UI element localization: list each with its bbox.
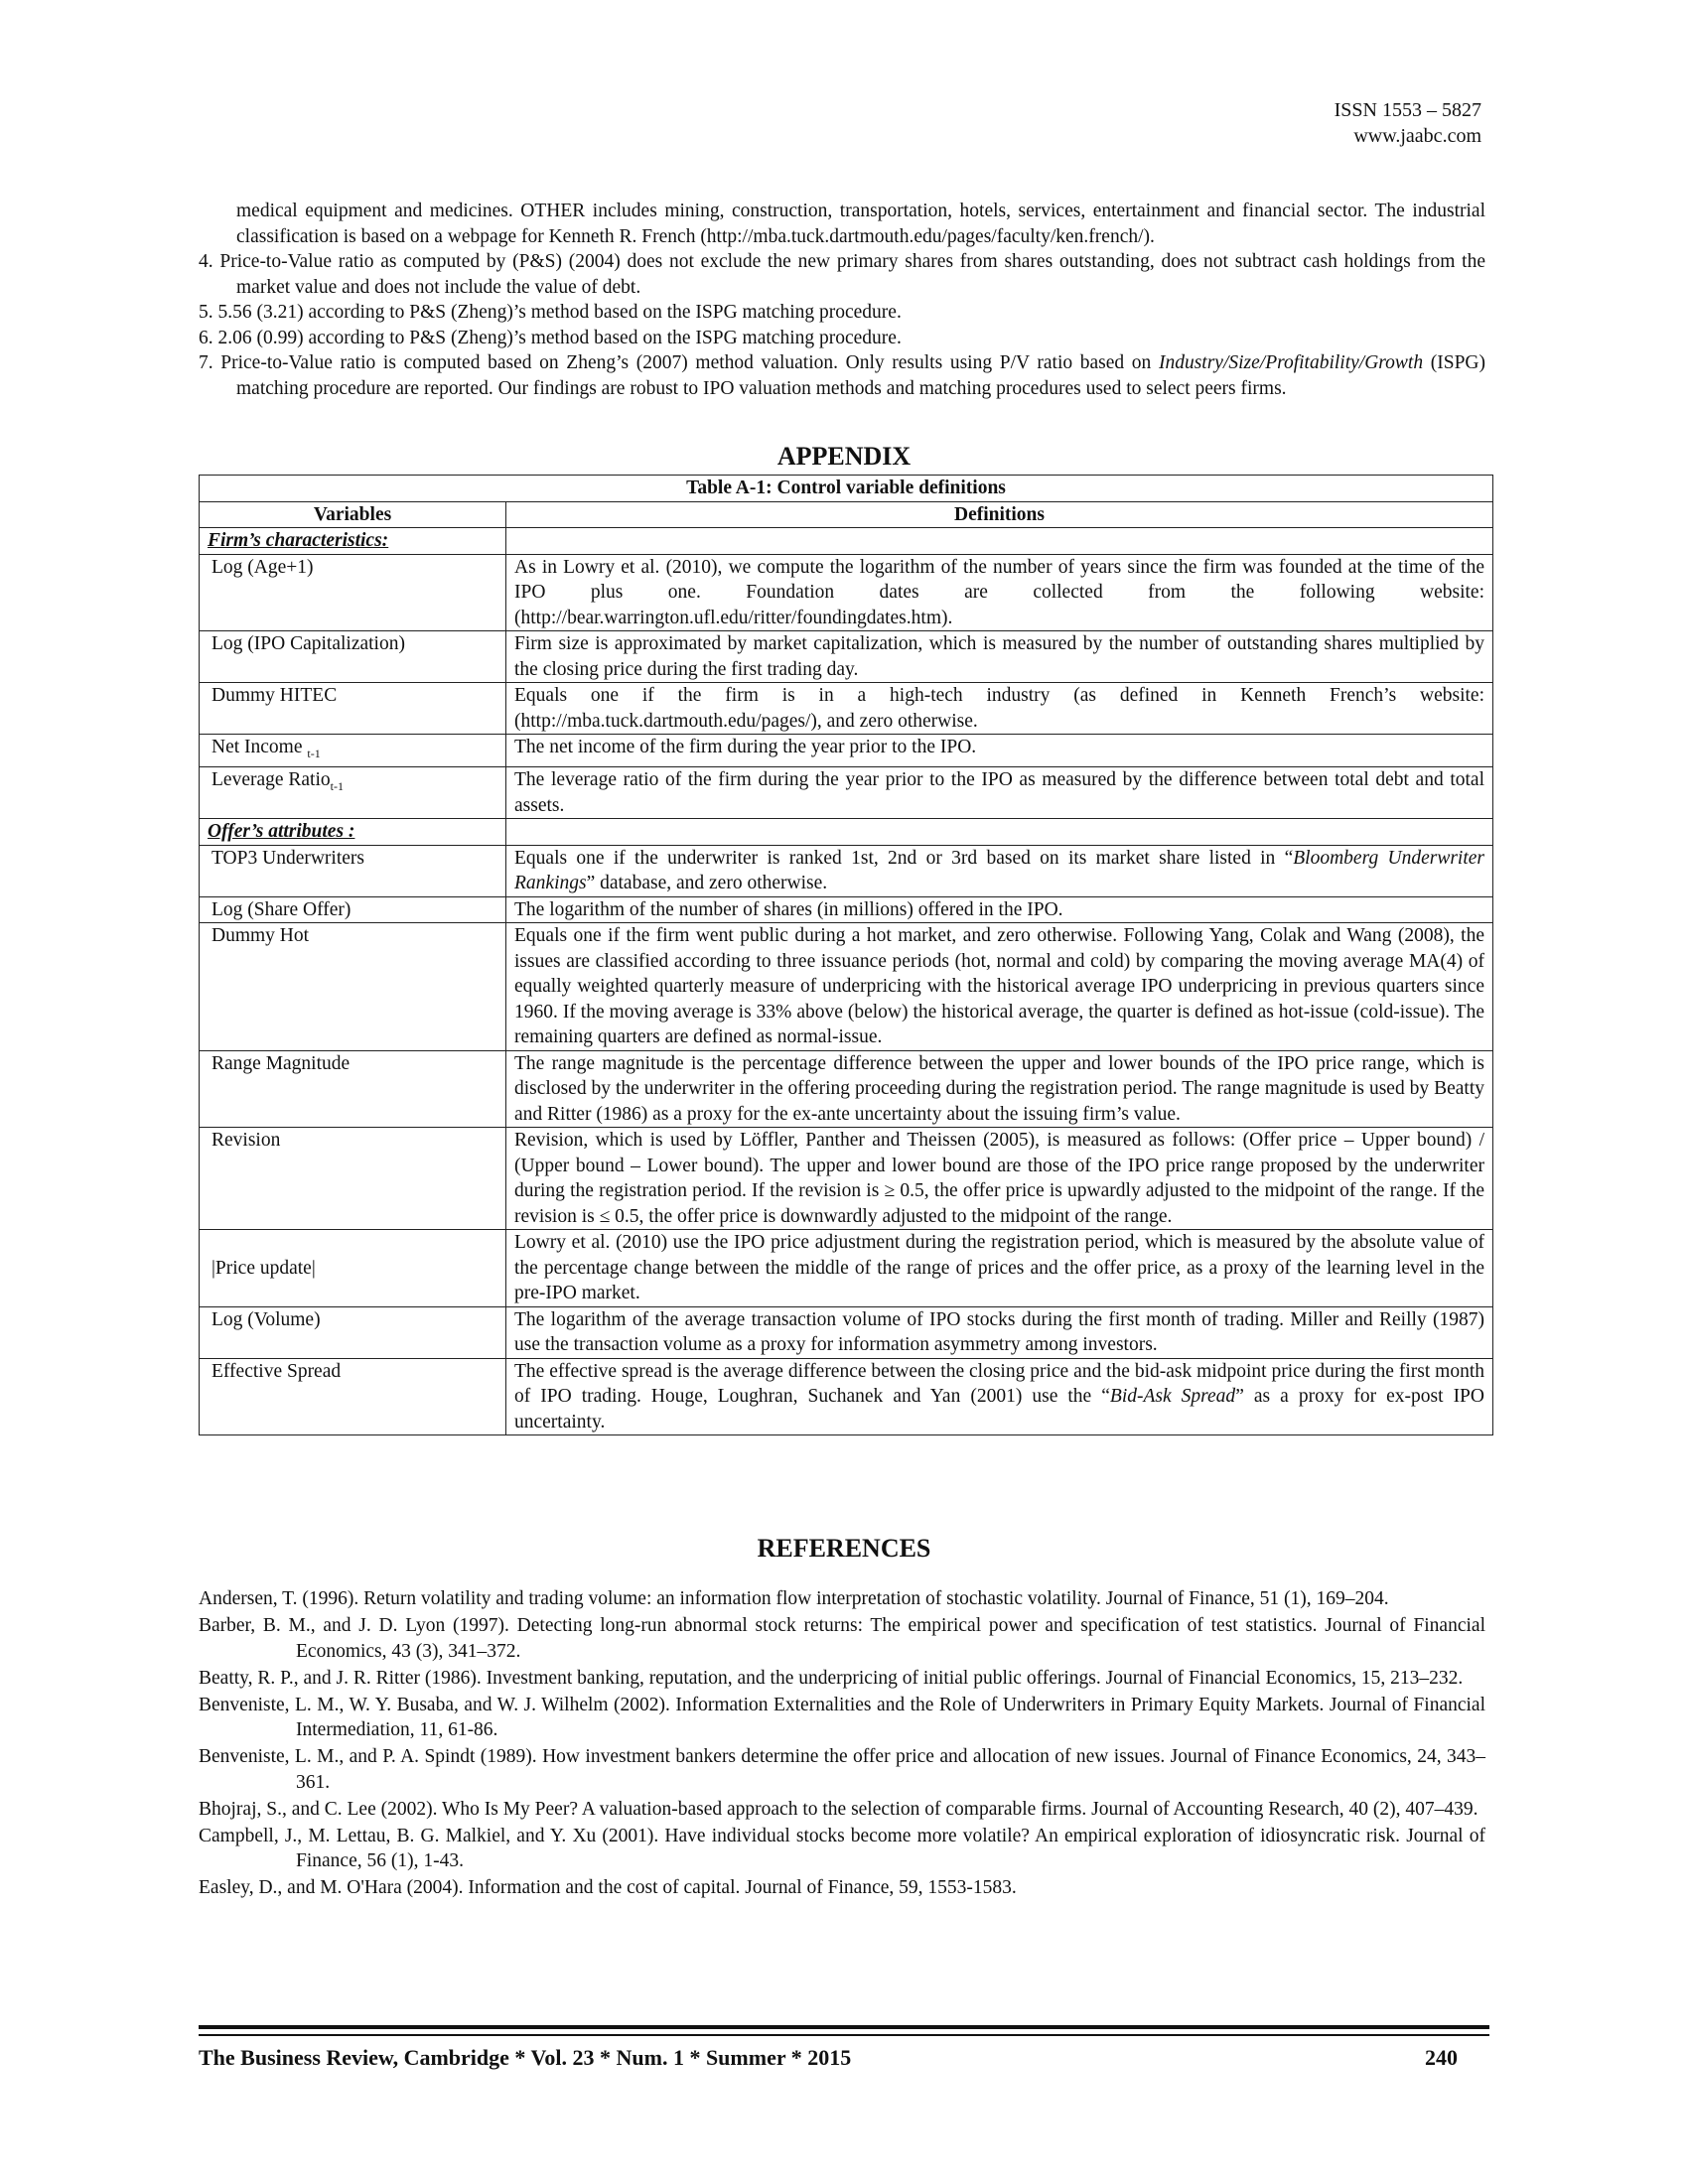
definition-cell: Revision, which is used by Löffler, Panther and Theissen (2005), is measured as follows: (Offer price – Upper bound) / (Upper bound – Lower bound). The upper and lower bound are those of the IPO price range proposed by the underwriter during the registration period. If the revision is ≥ 0.5, the offer price is upwardly adjusted to the midpoint of the range. If the revision is ≤ 0.5, the offer price is downwardly adjusted to the midpoint of the range. xyxy=(506,1128,1493,1230)
section-firm-characteristics: Firm’s characteristics: xyxy=(200,528,506,555)
references-heading: REFERENCES xyxy=(757,1534,931,1563)
definition-cell: The logarithm of the average transaction volume of IPO stocks during the first month of trading. Miller and Reilly (1987) use the transaction volume as a proxy for information asymmetry among investors. xyxy=(506,1306,1493,1358)
table-row xyxy=(200,683,1493,735)
table-row xyxy=(200,1128,1493,1230)
definition-cell: Lowry et al. (2010) use the IPO price adjustment during the registration period, which is measured by the absolute value of the percentage change between the middle of the range of prices and the offer price, as a proxy of the learning level in the pre-IPO market. xyxy=(506,1230,1493,1307)
variable-cell: Log (Volume) xyxy=(200,1306,506,1358)
reference-item: Andersen, T. (1996). Return volatility and trading volume: an information flow interpretation of stochastic volatility. Journal of Finance, 51 (1), 169–204. xyxy=(199,1588,1389,1609)
footer-rule-thin xyxy=(199,2034,1489,2036)
variable-cell: Log (Share Offer) xyxy=(200,896,506,923)
variable-cell: TOP3 Underwriters xyxy=(200,845,506,896)
definition-cell: The range magnitude is the percentage difference between the upper and lower bounds of the IPO price range, which is disclosed by the underwriter in the offering proceeding during the registration period. The range magnitude is used by Beatty and Ritter (1986) as a proxy for the ex-ante uncertainty about the issuing firm’s value. xyxy=(506,1050,1493,1128)
definition-cell: As in Lowry et al. (2010), we compute the logarithm of the number of years since the firm was founded at the time of the IPO plus one. Foundation dates are collected from the following website: (http://bear.warrington.ufl.edu/ritter/foundingdates.htm). xyxy=(506,554,1493,631)
table-row xyxy=(200,554,1493,631)
reference-item: Easley, D., and M. O'Hara (2004). Information and the cost of capital. Journal of Finance, 59, 1553-1583. xyxy=(199,1877,1017,1898)
table-section-row xyxy=(200,528,1493,555)
endnote-continuation: medical equipment and medicines. OTHER includes mining, construction, transportation, hotels, services, entertainment and financial sector. The industrial classification is based on a webpage for Kenneth R. French (http://mba.tuck.dartmouth.edu/pages/faculty/ken.french/). xyxy=(236,201,1485,247)
table-row xyxy=(200,1358,1493,1435)
reference-item: Barber, B. M., and J. D. Lyon (1997). Detecting long-run abnormal stock returns: The empirical power and specification of test statistics. Journal of Financial Economics, 43 (3), 341–372. xyxy=(199,1615,1485,1662)
endnote-7 xyxy=(199,350,1485,401)
definition-cell xyxy=(506,845,1493,896)
section-empty-cell xyxy=(506,819,1493,846)
table-section-row xyxy=(200,819,1493,846)
footer-journal: The Business Review, Cambridge * Vol. 23 * Num. 1 * Summer * 2015 xyxy=(199,2045,852,2070)
table-row xyxy=(200,923,1493,1051)
endnote-6: 6. 2.06 (0.99) according to P&S (Zheng)’s method based on the ISPG matching procedure. xyxy=(199,327,902,348)
table-row xyxy=(200,845,1493,896)
reference-list xyxy=(199,1586,1485,1902)
reference-item: Campbell, J., M. Lettau, B. G. Malkiel, and Y. Xu (2001). Have individual stocks become more volatile? An empirical exploration of idiosyncratic risk. Journal of Finance, 56 (1), 1-43. xyxy=(199,1825,1485,1871)
section-empty-cell xyxy=(506,528,1493,555)
variable-subscript: t-1 xyxy=(307,746,321,760)
column-header-variables: Variables xyxy=(200,501,506,528)
table-title: Table A-1: Control variable definitions xyxy=(200,476,1493,502)
control-variable-table xyxy=(199,475,1493,1435)
definition-cell: The net income of the firm during the year prior to the IPO. xyxy=(506,735,1493,767)
table-row xyxy=(200,1230,1493,1307)
table-caption-row xyxy=(200,476,1493,502)
journal-url: www.jaabc.com xyxy=(1353,125,1481,147)
reference-item: Bhojraj, S., and C. Lee (2002). Who Is My Peer? A valuation-based approach to the selection of comparable firms. Journal of Accounting Research, 40 (2), 407–439. xyxy=(199,1798,1478,1820)
endnote-5: 5. 5.56 (3.21) according to P&S (Zheng)’s method based on the ISPG matching procedure. xyxy=(199,302,902,323)
definition-text-b: ” as a proxy for ex-post IPO uncertainty. xyxy=(514,1386,1484,1433)
variable-cell: Revision xyxy=(200,1128,506,1230)
table-row xyxy=(200,1306,1493,1358)
definition-cell: Equals one if the firm is in a high-tech industry (as defined in Kenneth French’s website: (http://mba.tuck.dartmouth.edu/pages/), and zero otherwise. xyxy=(506,683,1493,735)
definition-text-b: ” database, and zero otherwise. xyxy=(586,873,828,894)
variable-name: Leverage Ratio xyxy=(211,769,331,791)
definition-text-a: The effective spread is the average difference between the closing price and the bid-ask midpoint price during the first month of IPO trading. Houge, Loughran, Suchanek and Yan (2001) use the “ xyxy=(514,1360,1484,1408)
issn-label: ISSN 1553 – 5827 xyxy=(1334,99,1481,121)
appendix-heading: APPENDIX xyxy=(776,442,912,471)
column-header-definitions: Definitions xyxy=(506,501,1493,528)
variable-cell: Log (Age+1) xyxy=(200,554,506,631)
definition-cell xyxy=(506,1358,1493,1435)
definition-cell: The logarithm of the number of shares (in millions) offered in the IPO. xyxy=(506,896,1493,923)
variable-cell: Dummy Hot xyxy=(200,923,506,1051)
table-row xyxy=(200,735,1493,767)
definition-cell: The leverage ratio of the firm during the year prior to the IPO as measured by the difference between total debt and total assets. xyxy=(506,767,1493,819)
variable-subscript: t-1 xyxy=(330,779,344,794)
variable-cell xyxy=(200,767,506,819)
table-row xyxy=(200,896,1493,923)
endnote-7-italic: Industry/Size/Profitability/Growth xyxy=(1158,352,1424,373)
endnote-7-text-a: 7. Price-to-Value ratio is computed based on Zheng’s (2007) method valuation. Only results using P/V ratio based on xyxy=(199,352,1159,373)
definition-cell: Equals one if the firm went public during a hot market, and zero otherwise. Following Yang, Colak and Wang (2008), the issues are classified according to three issuance periods (hot, normal and cold) by comparing the moving average MA(4) of equally weighted quarterly measure of underpricing with the historical average IPO underpricing in previous quarters since 1960. If the moving average is 33% above (below) the historical average, the quarter is defined as hot-issue (cold-issue). The remaining quarters are defined as normal-issue. xyxy=(506,923,1493,1051)
table-row xyxy=(200,631,1493,683)
variable-cell: Effective Spread xyxy=(200,1358,506,1435)
variable-cell xyxy=(200,735,506,767)
variable-cell: |Price update| xyxy=(200,1230,506,1307)
page-number: 240 xyxy=(1425,2045,1458,2070)
reference-item: Benveniste, L. M., W. Y. Busaba, and W. J. Wilhelm (2002). Information Externalities and the Role of Underwriters in Primary Equity Markets. Journal of Financial Intermediation, 11, 61-86. xyxy=(199,1694,1485,1740)
variable-name: Net Income xyxy=(211,737,303,757)
endnote-7-text-b: (ISPG) matching procedure are reported. Our findings are robust to IPO valuation methods and matching procedures used to select peers firms. xyxy=(236,352,1485,399)
variable-cell: Range Magnitude xyxy=(200,1050,506,1128)
running-header xyxy=(1335,97,1481,149)
definition-italic: Bid-Ask Spread xyxy=(1109,1386,1236,1408)
variable-cell: Dummy HITEC xyxy=(200,683,506,735)
footer-rule-thick xyxy=(199,2025,1489,2029)
table-row xyxy=(200,1050,1493,1128)
definition-text-a: Equals one if the underwriter is ranked 1st, 2nd or 3rd based on its market share listed in “ xyxy=(514,847,1294,869)
running-footer xyxy=(199,2042,1458,2074)
table-header-row xyxy=(200,501,1493,528)
endnote-4: 4. Price-to-Value ratio as computed by (P&S) (2004) does not exclude the new primary shares from shares outstanding, does not subtract cash holdings from the market value and does not include the value of debt. xyxy=(199,251,1485,298)
reference-item: Benveniste, L. M., and P. A. Spindt (1989). How investment bankers determine the offer price and allocation of new issues. Journal of Finance Economics, 24, 343–361. xyxy=(199,1746,1485,1793)
definition-italic: Bloomberg Underwriter Rankings xyxy=(514,847,1485,894)
section-offer-attributes: Offer’s attributes : xyxy=(200,819,506,846)
definition-cell: Firm size is approximated by market capitalization, which is measured by the number of outstanding shares multiplied by the closing price during the first trading day. xyxy=(506,631,1493,683)
table-row xyxy=(200,767,1493,819)
reference-item: Beatty, R. P., and J. R. Ritter (1986). Investment banking, reputation, and the underpricing of initial public offerings. Journal of Financial Economics, 15, 213–232. xyxy=(199,1667,1464,1689)
variable-cell: Log (IPO Capitalization) xyxy=(200,631,506,683)
endnotes xyxy=(199,199,1485,401)
